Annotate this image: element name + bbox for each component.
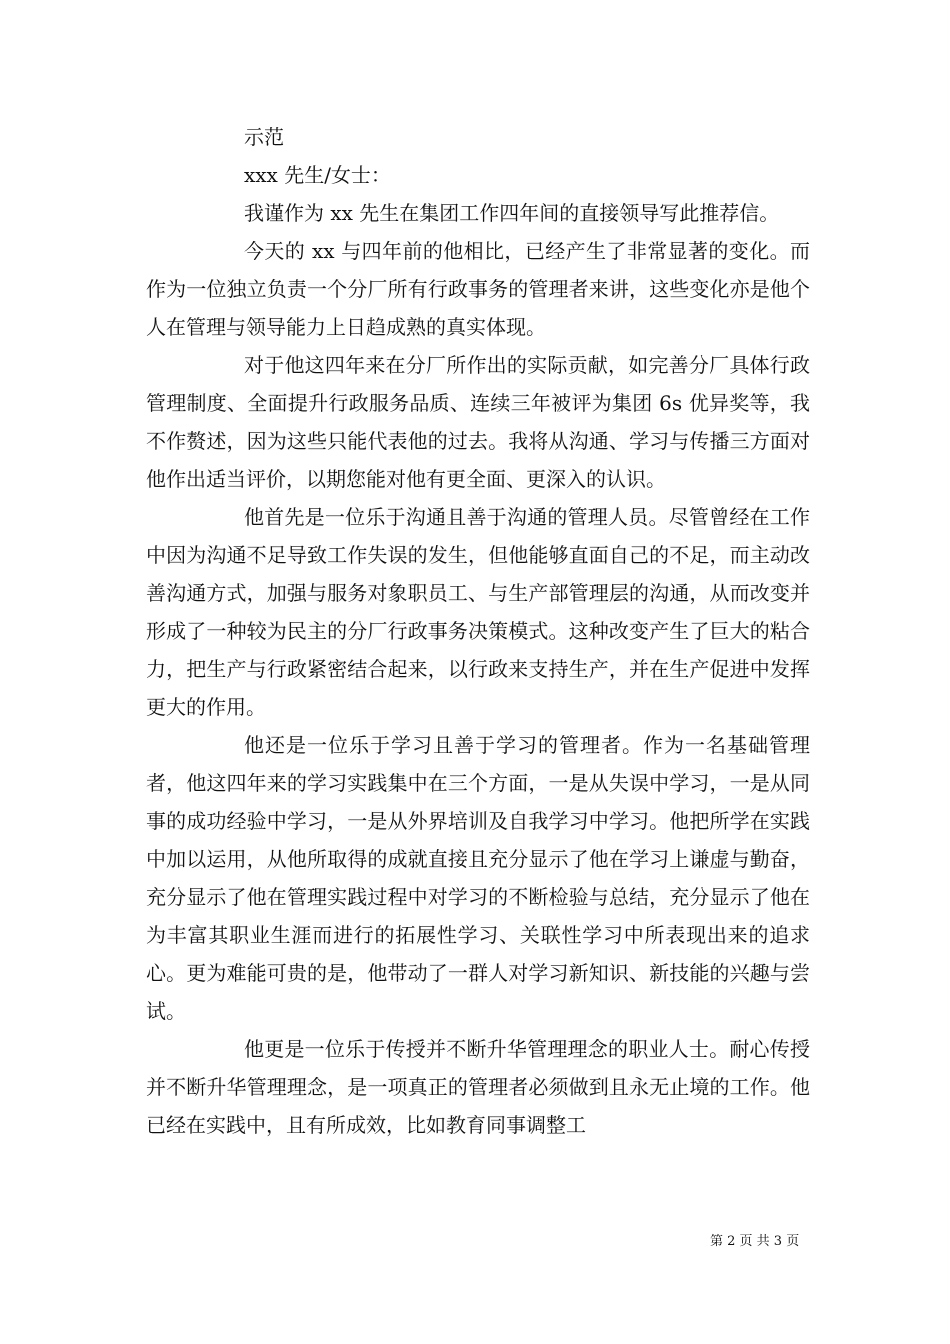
- paragraph: 对于他这四年来在分厂所作出的实际贡献，如完善分厂具体行政管理制度、全面提升行政服务品质、连续三年被评为集团 6s 优异奖等，我不作赘述，因为这些只能代表他的过去。我将从沟通、学习与传播三方面对他作出适当评价，以期您能对他有更全面、更深入的认识。: [146, 353, 810, 491]
- paragraph: 我谨作为 xx 先生在集团工作四年间的直接领导写此推荐信。: [244, 201, 780, 225]
- salutation: xxx 先生/女士：: [244, 163, 391, 187]
- document-body: [146, 118, 810, 1144]
- page-number: 第 2 页 共 3 页: [710, 1234, 800, 1249]
- paragraph: 他更是一位乐于传授并不断升华管理理念的职业人士。耐心传授并不断升华管理理念，是一项真正的管理者必须做到且永无止境的工作。他已经在实践中，且有所成效，比如教育同事调整工: [146, 1037, 810, 1137]
- document-heading: 示范: [244, 125, 284, 149]
- paragraph: 他首先是一位乐于沟通且善于沟通的管理人员。尽管曾经在工作中因为沟通不足导致工作失误的发生，但他能够直面自己的不足，而主动改善沟通方式，加强与服务对象职员工、与生产部管理层的沟通，从而改变并形成了一种较为民主的分厂行政事务决策模式。这种改变产生了巨大的粘合力，把生产与行政紧密结合起来，以行政来支持生产，并在生产促进中发挥更大的作用。: [146, 505, 810, 719]
- paragraph: 他还是一位乐于学习且善于学习的管理者。作为一名基础管理者，他这四年来的学习实践集中在三个方面，一是从失误中学习，一是从同事的成功经验中学习，一是从外界培训及自我学习中学习。他把所学在实践中加以运用，从他所取得的成就直接且充分显示了他在学习上谦虚与勤奋，充分显示了他在管理实践过程中对学习的不断检验与总结，充分显示了他在为丰富其职业生涯而进行的拓展性学习、关联性学习中所表现出来的追求心。更为难能可贵的是，他带动了一群人对学习新知识、新技能的兴趣与尝试。: [146, 733, 810, 1023]
- paragraph: 今天的 xx 与四年前的他相比，已经产生了非常显著的变化。而作为一位独立负责一个分厂所有行政事务的管理者来讲，这些变化亦是他个人在管理与领导能力上日趋成熟的真实体现。: [146, 239, 810, 339]
